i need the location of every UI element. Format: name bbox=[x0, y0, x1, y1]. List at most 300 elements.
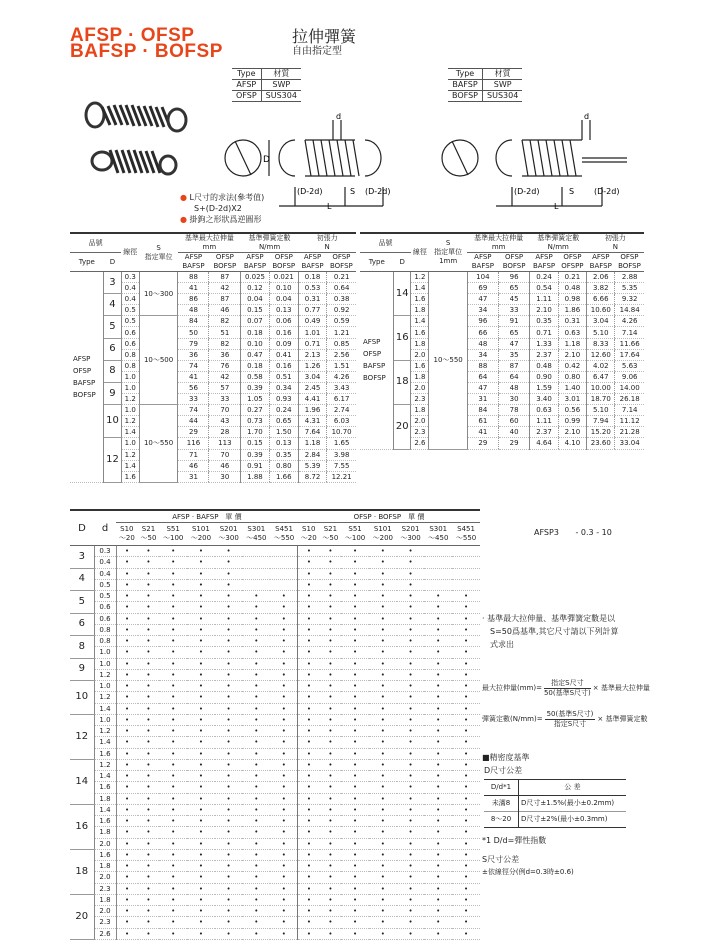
price-cell: • bbox=[341, 658, 369, 669]
price-cell: • bbox=[369, 804, 397, 815]
ext-ofsp-cell: 65 bbox=[498, 283, 530, 294]
init-afsp-cell: 10.60 bbox=[587, 305, 615, 316]
price-cell: • bbox=[341, 669, 369, 680]
wire-cell: 0.4 bbox=[121, 283, 139, 294]
price-d-cell: 0.5 bbox=[94, 579, 116, 590]
price-cell: • bbox=[369, 782, 397, 793]
table-row bbox=[360, 316, 644, 327]
spring-photo-ofsp bbox=[92, 150, 176, 174]
wire-cell: 1.8 bbox=[411, 305, 429, 316]
price-cell bbox=[452, 546, 480, 557]
rate-afsp-cell: 0.58 bbox=[241, 371, 269, 382]
spring-photos bbox=[80, 95, 205, 185]
price-cell: • bbox=[215, 624, 243, 635]
price-col-top: S451 bbox=[275, 525, 293, 533]
price-row bbox=[70, 703, 480, 714]
price-cell: • bbox=[215, 546, 243, 557]
price-cell: • bbox=[298, 579, 320, 590]
init-afsp-cell: 1.18 bbox=[298, 438, 326, 449]
rate-afsp-cell: 2.10 bbox=[530, 305, 558, 316]
ext-ofsp-cell: 35 bbox=[498, 349, 530, 360]
price-col-head bbox=[424, 523, 452, 546]
wire-cell: 1.0 bbox=[121, 382, 139, 393]
price-cell: • bbox=[159, 883, 187, 894]
price-row bbox=[70, 928, 480, 939]
price-col-bottom: ～300 bbox=[218, 534, 239, 542]
ext-afsp-cell: 47 bbox=[467, 294, 498, 305]
diagram-D-label: D bbox=[263, 155, 270, 165]
price-cell: • bbox=[320, 816, 342, 827]
note-p3: 式求出 bbox=[490, 640, 514, 649]
price-cell: • bbox=[159, 613, 187, 624]
price-cell bbox=[452, 568, 480, 579]
rate-afsp-cell: 0.71 bbox=[530, 327, 558, 338]
price-cell: • bbox=[397, 658, 425, 669]
price-cell: • bbox=[369, 883, 397, 894]
price-col-head bbox=[397, 523, 425, 546]
price-d-cell: 2.3 bbox=[94, 883, 116, 894]
head-ext-label: 基準最大拉伸量 bbox=[184, 234, 234, 242]
ext-ofsp-cell: 87 bbox=[209, 294, 241, 305]
price-col-top: S10 bbox=[120, 525, 134, 533]
head-init-label: 初張力 bbox=[604, 234, 626, 242]
price-cell: • bbox=[298, 602, 320, 613]
wire-cell: 1.0 bbox=[121, 371, 139, 382]
price-cell: • bbox=[187, 782, 215, 793]
init-afsp-cell: 3.04 bbox=[587, 316, 615, 327]
price-cell: • bbox=[270, 681, 298, 692]
price-d-cell: 2.0 bbox=[94, 838, 116, 849]
price-cell: • bbox=[397, 636, 425, 647]
wire-cell: 0.5 bbox=[121, 316, 139, 327]
price-cell: • bbox=[424, 703, 452, 714]
price-cell: • bbox=[215, 748, 243, 759]
price-cell: • bbox=[452, 804, 480, 815]
ext-afsp-cell: 86 bbox=[178, 294, 209, 305]
price-cell: • bbox=[452, 827, 480, 838]
footnote-1: *1 D/d=彈性指數 bbox=[482, 836, 547, 845]
ext-afsp-cell: 69 bbox=[467, 283, 498, 294]
head-D: D bbox=[104, 253, 122, 272]
price-cell: • bbox=[369, 827, 397, 838]
init-ofsp-cell: 0.21 bbox=[327, 272, 356, 283]
price-cell: • bbox=[270, 838, 298, 849]
price-cell: • bbox=[424, 906, 452, 917]
price-cell: • bbox=[215, 737, 243, 748]
price-cell: • bbox=[215, 647, 243, 658]
wire-cell: 2.3 bbox=[411, 427, 429, 438]
price-cell: • bbox=[159, 681, 187, 692]
rate-afsp-cell: 0.15 bbox=[241, 305, 269, 316]
price-cell: • bbox=[424, 872, 452, 883]
diagram-d2-left: (D-2d) bbox=[297, 187, 323, 196]
ext-ofsp-cell: 91 bbox=[498, 316, 530, 327]
head-ofsp-2: BOFSP bbox=[272, 262, 296, 270]
ext-afsp-cell: 41 bbox=[467, 427, 498, 438]
rate-afsp-cell: 1.88 bbox=[241, 471, 269, 482]
price-cell: • bbox=[424, 636, 452, 647]
wire-cell: 0.4 bbox=[121, 294, 139, 305]
price-col-head bbox=[320, 523, 342, 546]
price-cell: • bbox=[320, 883, 342, 894]
price-cell: • bbox=[215, 602, 243, 613]
price-cell: • bbox=[298, 568, 320, 579]
price-cell: • bbox=[452, 624, 480, 635]
init-afsp-cell: 4.31 bbox=[298, 416, 326, 427]
price-cell: • bbox=[424, 827, 452, 838]
price-cell bbox=[424, 568, 452, 579]
price-cell: • bbox=[298, 861, 320, 872]
price-cell: • bbox=[397, 692, 425, 703]
price-cell: • bbox=[341, 557, 369, 568]
ext-afsp-cell: 31 bbox=[178, 471, 209, 482]
ext-ofsp-cell: 36 bbox=[209, 349, 241, 360]
head-ofsp-1: OFSP bbox=[563, 253, 582, 261]
price-cell: • bbox=[187, 681, 215, 692]
rate-afsp-cell: 0.91 bbox=[241, 460, 269, 471]
rate-ofsp-cell: 0.13 bbox=[269, 438, 298, 449]
rate-ofsp-cell: 1.40 bbox=[558, 382, 586, 393]
order-d: 0.3 bbox=[580, 528, 594, 537]
price-cell: • bbox=[424, 928, 452, 939]
price-cell: • bbox=[116, 546, 138, 557]
price-cell: • bbox=[298, 624, 320, 635]
price-cell: • bbox=[452, 613, 480, 624]
price-cell: • bbox=[138, 838, 160, 849]
price-cell: • bbox=[320, 804, 342, 815]
price-cell: • bbox=[320, 658, 342, 669]
ext-ofsp-cell: 42 bbox=[209, 283, 241, 294]
ext-afsp-cell: 46 bbox=[178, 460, 209, 471]
price-cell: • bbox=[369, 602, 397, 613]
rate-ofsp-cell: 0.09 bbox=[269, 338, 298, 349]
ext-ofsp-cell: 33 bbox=[209, 394, 241, 405]
price-d-cell: 0.3 bbox=[94, 546, 116, 557]
price-cell: • bbox=[320, 692, 342, 703]
type-cell bbox=[360, 272, 393, 450]
price-cell: • bbox=[369, 669, 397, 680]
price-cell: • bbox=[138, 872, 160, 883]
price-cell: • bbox=[242, 861, 270, 872]
price-cell: • bbox=[116, 804, 138, 815]
bullet-icon: ● bbox=[180, 193, 187, 202]
price-cell: • bbox=[187, 568, 215, 579]
price-cell: • bbox=[116, 647, 138, 658]
price-cell: • bbox=[424, 714, 452, 725]
price-cell: • bbox=[159, 816, 187, 827]
diagram-bafsp bbox=[432, 110, 637, 210]
init-ofsp-cell: 33.04 bbox=[615, 438, 644, 449]
rate-afsp-cell: 0.39 bbox=[241, 449, 269, 460]
price-cell: • bbox=[397, 894, 425, 905]
init-ofsp-cell: 11.12 bbox=[615, 416, 644, 427]
price-cell: • bbox=[242, 669, 270, 680]
price-cell: • bbox=[369, 861, 397, 872]
price-cell: • bbox=[159, 793, 187, 804]
price-cell: • bbox=[424, 748, 452, 759]
price-D-cell: 18 bbox=[70, 849, 94, 894]
ext-afsp-cell: 29 bbox=[178, 427, 209, 438]
price-cell: • bbox=[424, 658, 452, 669]
price-cell: • bbox=[397, 759, 425, 770]
init-ofsp-cell: 12.21 bbox=[327, 471, 356, 482]
price-cell: • bbox=[369, 658, 397, 669]
init-ofsp-cell: 0.92 bbox=[327, 305, 356, 316]
wire-cell: 1.4 bbox=[411, 283, 429, 294]
price-col-head bbox=[369, 523, 397, 546]
price-cell: • bbox=[187, 793, 215, 804]
price-cell: • bbox=[298, 928, 320, 939]
price-cell: • bbox=[116, 771, 138, 782]
rate-afsp-cell: 0.15 bbox=[241, 438, 269, 449]
head-afsp bbox=[241, 253, 269, 272]
price-cell: • bbox=[187, 579, 215, 590]
price-d-cell: 0.6 bbox=[94, 602, 116, 613]
price-col-bottom: ～100 bbox=[344, 534, 366, 542]
price-cell: • bbox=[452, 748, 480, 759]
price-cell: • bbox=[215, 771, 243, 782]
price-cell: • bbox=[242, 883, 270, 894]
price-cell: • bbox=[187, 804, 215, 815]
price-cell: • bbox=[215, 816, 243, 827]
price-cell: • bbox=[424, 782, 452, 793]
price-cell: • bbox=[270, 894, 298, 905]
init-ofsp-cell: 1.21 bbox=[327, 327, 356, 338]
price-cell: • bbox=[116, 579, 138, 590]
head-ext-label: 基準最大拉伸量 bbox=[474, 234, 524, 242]
price-D-cell: 10 bbox=[70, 681, 94, 715]
price-cell: • bbox=[116, 714, 138, 725]
price-cell: • bbox=[397, 838, 425, 849]
price-d-cell: 1.6 bbox=[94, 748, 116, 759]
table-row bbox=[70, 438, 356, 449]
head-s-letter: S bbox=[445, 239, 451, 247]
rate-ofsp-cell: 0.42 bbox=[558, 360, 586, 371]
ext-ofsp-cell: 40 bbox=[498, 427, 530, 438]
price-d-cell: 2.0 bbox=[94, 906, 116, 917]
price-cell: • bbox=[242, 849, 270, 860]
mat-head-material: 材質 bbox=[261, 69, 301, 80]
price-cell: • bbox=[424, 849, 452, 860]
formula-rate bbox=[482, 710, 708, 729]
price-cell: • bbox=[187, 647, 215, 658]
price-cell: • bbox=[397, 861, 425, 872]
price-cell: • bbox=[242, 872, 270, 883]
D-cell: 3 bbox=[104, 272, 122, 294]
price-cell: • bbox=[215, 906, 243, 917]
head-rate-label: 基準彈簧定數 bbox=[537, 234, 580, 242]
head-wire: 線徑 bbox=[411, 233, 429, 272]
price-cell: • bbox=[159, 579, 187, 590]
price-d-cell: 0.8 bbox=[94, 636, 116, 647]
rate-afsp-cell: 4.64 bbox=[530, 438, 558, 449]
price-cell: • bbox=[138, 737, 160, 748]
price-cell: • bbox=[187, 906, 215, 917]
head-ofsp-1: OFSP bbox=[332, 253, 351, 261]
price-cell: • bbox=[187, 917, 215, 928]
s-range-cell: 10～550 bbox=[139, 405, 178, 483]
price-cell: • bbox=[320, 591, 342, 602]
price-cell: • bbox=[187, 714, 215, 725]
rate-afsp-cell: 0.90 bbox=[530, 371, 558, 382]
price-cell: • bbox=[187, 703, 215, 714]
price-cell: • bbox=[215, 804, 243, 815]
price-cell: • bbox=[242, 624, 270, 635]
price-cell: • bbox=[397, 726, 425, 737]
ext-afsp-cell: 47 bbox=[467, 382, 498, 393]
init-afsp-cell: 3.04 bbox=[298, 371, 326, 382]
wire-cell: 0.8 bbox=[121, 349, 139, 360]
init-ofsp-cell: 21.28 bbox=[615, 427, 644, 438]
head-ofsp-2: BOFSP bbox=[502, 262, 526, 270]
wire-cell: 1.8 bbox=[411, 338, 429, 349]
head-ofsp bbox=[327, 253, 356, 272]
rate-ofsp-cell: 1.86 bbox=[558, 305, 586, 316]
price-cell: • bbox=[138, 928, 160, 939]
ext-afsp-cell: 34 bbox=[467, 305, 498, 316]
spec-table-left-wrap bbox=[70, 232, 356, 483]
price-d-cell: 2.6 bbox=[94, 928, 116, 939]
price-cell: • bbox=[397, 681, 425, 692]
init-ofsp-cell: 9.32 bbox=[615, 294, 644, 305]
price-cell: • bbox=[298, 917, 320, 928]
price-row bbox=[70, 827, 480, 838]
price-col-head bbox=[452, 523, 480, 546]
price-cell: • bbox=[215, 782, 243, 793]
price-cell: • bbox=[320, 917, 342, 928]
rate-afsp-cell: 0.18 bbox=[241, 327, 269, 338]
rate-afsp-cell: 2.37 bbox=[530, 349, 558, 360]
price-d-cell: 1.6 bbox=[94, 816, 116, 827]
spec-table-right-wrap bbox=[360, 232, 644, 450]
price-cell: • bbox=[341, 771, 369, 782]
head-init-label: 初張力 bbox=[316, 234, 338, 242]
f2-fraction bbox=[545, 710, 596, 729]
price-cell: • bbox=[116, 782, 138, 793]
price-cell: • bbox=[159, 602, 187, 613]
price-cell: • bbox=[242, 726, 270, 737]
price-d-cell: 1.8 bbox=[94, 861, 116, 872]
rate-ofsp-cell: 0.06 bbox=[269, 316, 298, 327]
init-ofsp-cell: 1.65 bbox=[327, 438, 356, 449]
price-cell: • bbox=[320, 636, 342, 647]
rate-ofsp-cell: 3.01 bbox=[558, 394, 586, 405]
price-row bbox=[70, 906, 480, 917]
price-cell: • bbox=[215, 883, 243, 894]
price-row bbox=[70, 804, 480, 815]
price-D-cell: 6 bbox=[70, 613, 94, 636]
f2-den: 指定S尺寸 bbox=[553, 720, 587, 728]
price-cell: • bbox=[424, 681, 452, 692]
price-cell: • bbox=[341, 883, 369, 894]
head-ofsp bbox=[498, 253, 530, 272]
price-cell: • bbox=[215, 838, 243, 849]
order-s: 10 bbox=[601, 528, 612, 537]
price-cell: • bbox=[138, 759, 160, 770]
price-cell: • bbox=[270, 849, 298, 860]
s-range-cell: 10～550 bbox=[429, 272, 468, 450]
price-cell: • bbox=[242, 737, 270, 748]
ext-ofsp-cell: 45 bbox=[498, 294, 530, 305]
type-name: BAFSP bbox=[73, 378, 96, 387]
price-d-cell: 1.4 bbox=[94, 804, 116, 815]
f2-right: × 基準彈簧定數 bbox=[597, 715, 648, 723]
ext-afsp-cell: 74 bbox=[178, 405, 209, 416]
price-cell: • bbox=[341, 692, 369, 703]
spec-right-body bbox=[360, 272, 644, 450]
rate-afsp-cell: 0.63 bbox=[530, 405, 558, 416]
price-cell: • bbox=[320, 872, 342, 883]
rate-afsp-cell: 1.05 bbox=[241, 394, 269, 405]
wire-cell: 1.2 bbox=[411, 272, 429, 283]
brand-line-1: AFSP · OFSP bbox=[70, 25, 195, 46]
price-col-top: S101 bbox=[373, 525, 392, 533]
price-cell: • bbox=[116, 748, 138, 759]
price-cell: • bbox=[159, 917, 187, 928]
price-cell: • bbox=[369, 759, 397, 770]
head-ofsp-2: BOFSP bbox=[329, 262, 353, 270]
price-D-cell: 8 bbox=[70, 636, 94, 659]
ext-ofsp-cell: 60 bbox=[498, 416, 530, 427]
price-cell: • bbox=[159, 838, 187, 849]
price-cell: • bbox=[320, 827, 342, 838]
price-cell: • bbox=[424, 759, 452, 770]
rate-ofsp-cell: 2.10 bbox=[558, 427, 586, 438]
price-cell: • bbox=[138, 883, 160, 894]
wire-cell: 1.2 bbox=[121, 449, 139, 460]
ext-ofsp-cell: 96 bbox=[498, 272, 530, 283]
price-cell: • bbox=[138, 861, 160, 872]
price-cell: • bbox=[424, 726, 452, 737]
wire-cell: 2.0 bbox=[411, 416, 429, 427]
price-cell: • bbox=[138, 658, 160, 669]
head-ofsp bbox=[209, 253, 241, 272]
price-d-cell: 1.2 bbox=[94, 759, 116, 770]
rate-ofsp-cell: 0.99 bbox=[558, 416, 586, 427]
price-row bbox=[70, 636, 480, 647]
price-cell: • bbox=[452, 793, 480, 804]
price-cell bbox=[242, 557, 270, 568]
head-rate-unit: N/mm bbox=[258, 243, 281, 251]
price-row bbox=[70, 714, 480, 725]
price-cell: • bbox=[369, 748, 397, 759]
price-cell: • bbox=[298, 894, 320, 905]
init-ofsp-cell: 7.14 bbox=[615, 405, 644, 416]
price-cell: • bbox=[138, 782, 160, 793]
price-cell: • bbox=[369, 557, 397, 568]
spec-left-body bbox=[70, 272, 356, 483]
init-afsp-cell: 0.49 bbox=[298, 316, 326, 327]
price-cell: • bbox=[320, 861, 342, 872]
head-afsp-2: BAFSP bbox=[243, 262, 267, 270]
head-rate bbox=[241, 233, 299, 253]
price-cell: • bbox=[159, 624, 187, 635]
price-table-wrap bbox=[70, 509, 480, 940]
diagram-L-label: L bbox=[327, 202, 332, 210]
ext-ofsp-cell: 65 bbox=[498, 327, 530, 338]
price-col-head bbox=[298, 523, 320, 546]
f2-num: 50(基準S尺寸) bbox=[546, 710, 594, 718]
price-cell: • bbox=[341, 681, 369, 692]
head-ofsp bbox=[269, 253, 298, 272]
price-cell: • bbox=[298, 771, 320, 782]
init-ofsp-cell: 0.38 bbox=[327, 294, 356, 305]
price-cell: • bbox=[369, 613, 397, 624]
ext-afsp-cell: 34 bbox=[467, 349, 498, 360]
price-col-head bbox=[242, 523, 270, 546]
rate-afsp-cell: 1.70 bbox=[241, 427, 269, 438]
price-cell: • bbox=[270, 759, 298, 770]
